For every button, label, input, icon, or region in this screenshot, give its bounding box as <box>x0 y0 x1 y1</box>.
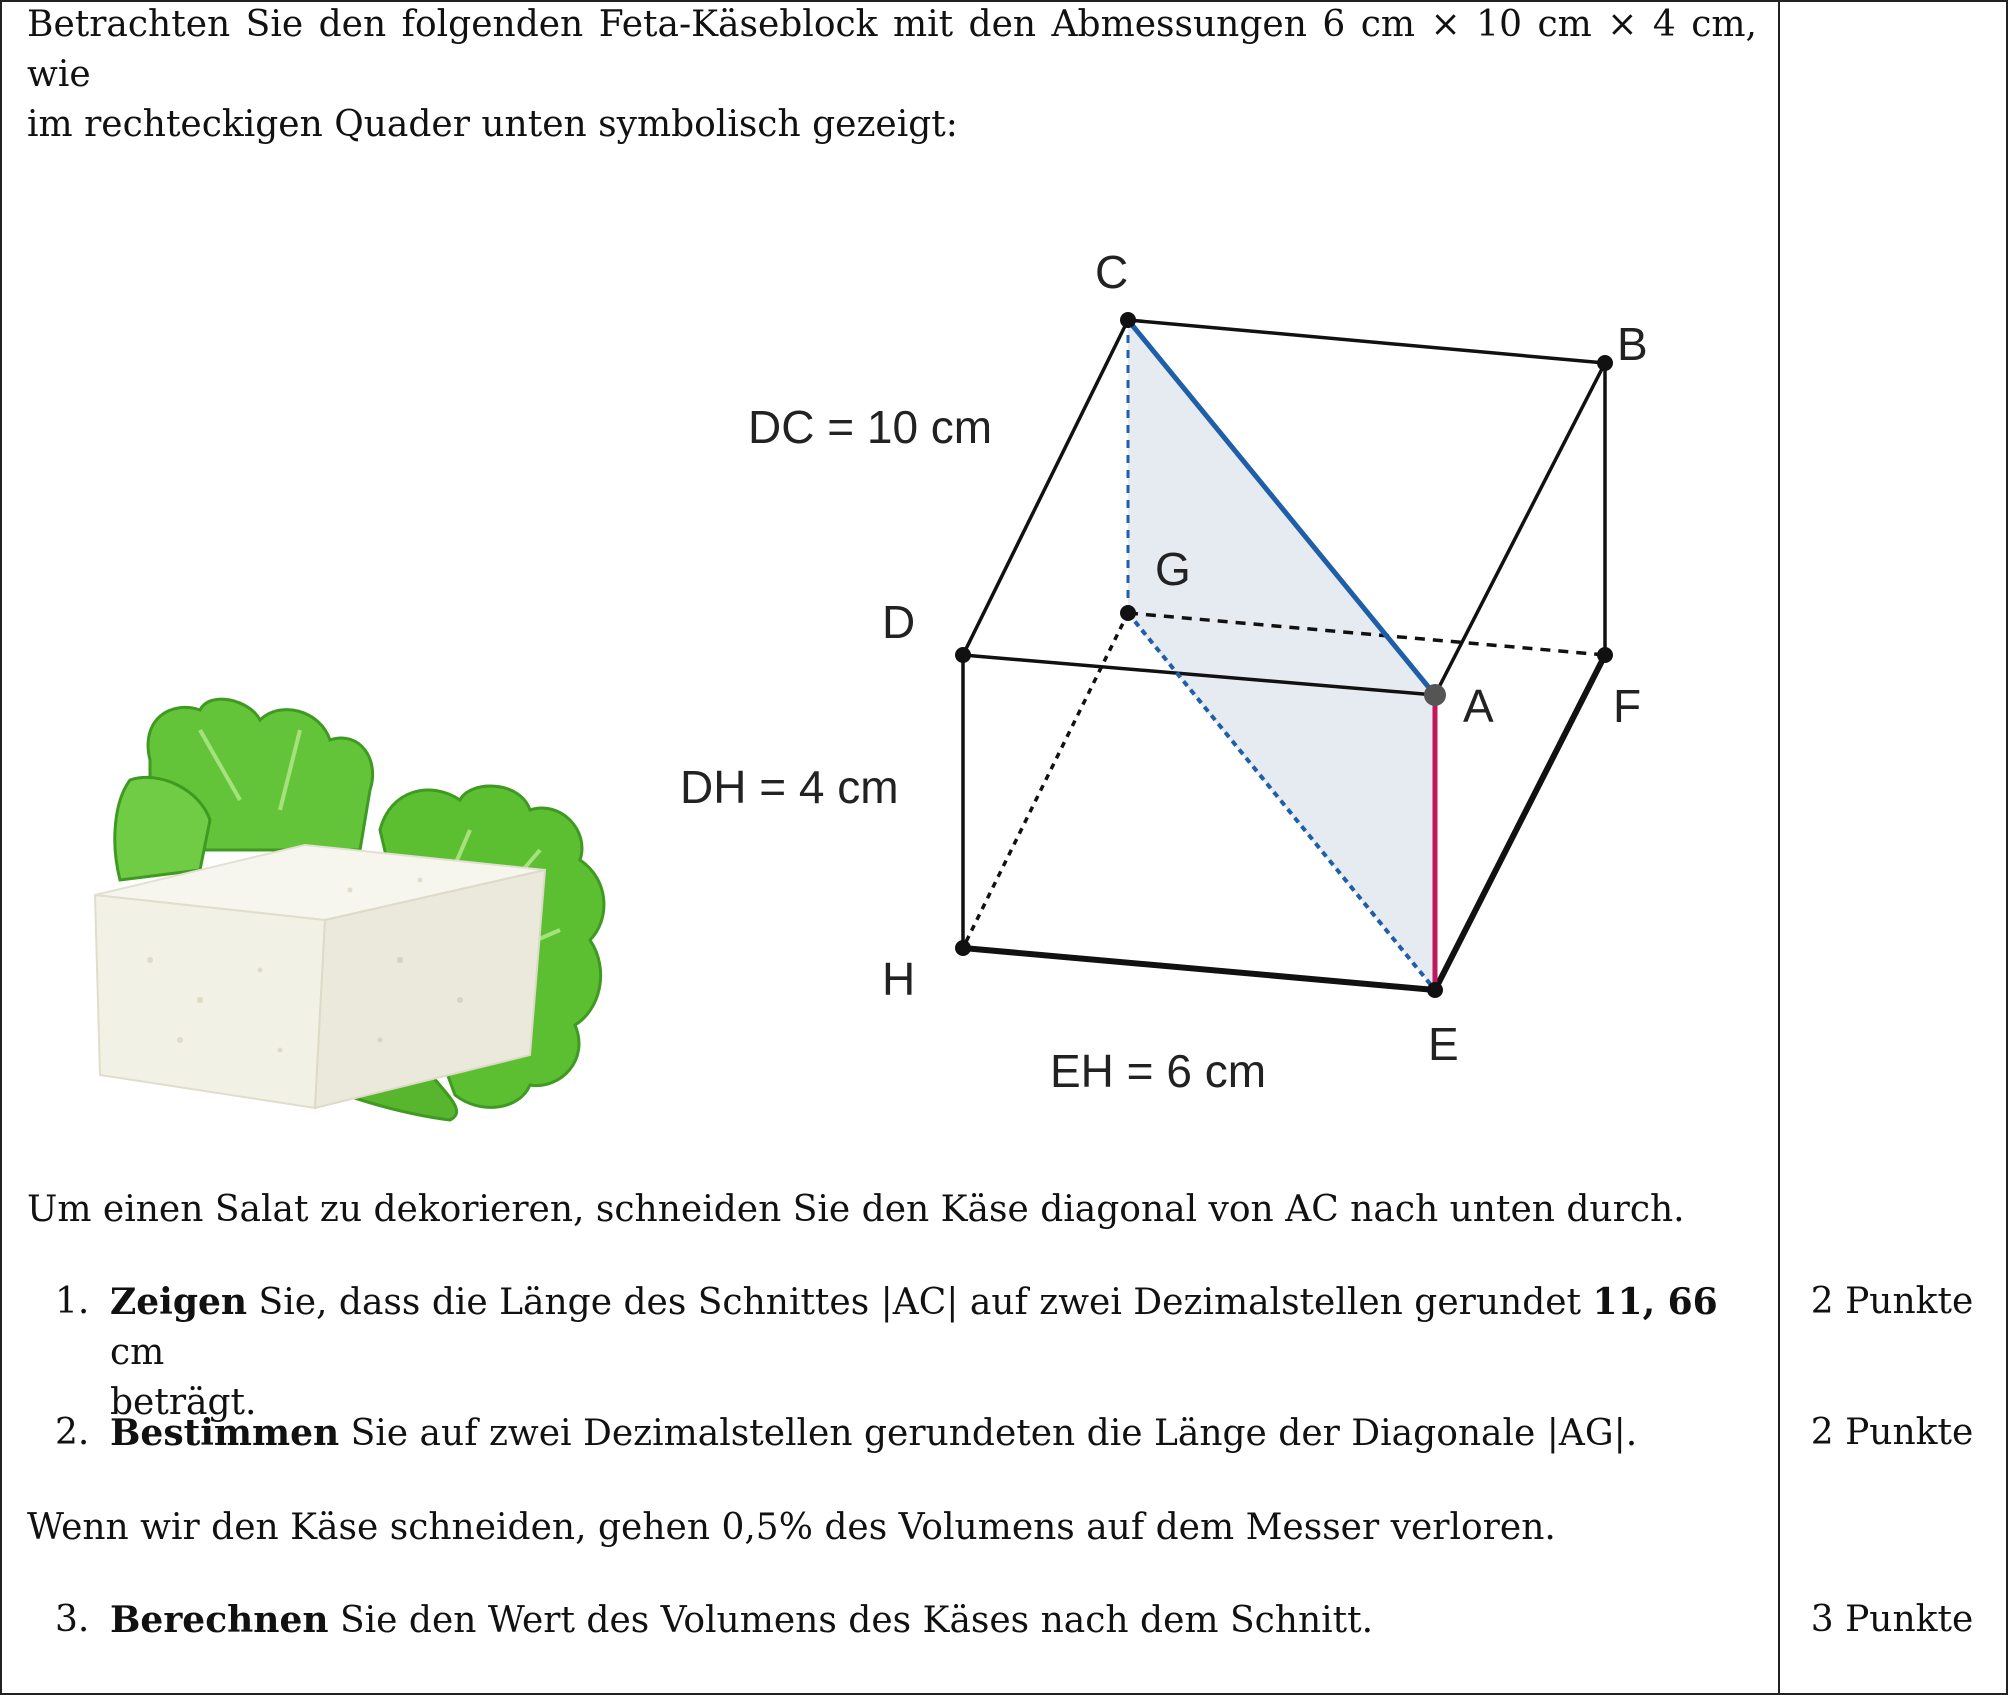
task-3-text: Berechnen Sie den Wert des Volumens des Käses nach dem Schnitt. <box>110 1599 1374 1641</box>
feta-cheese-illustration <box>95 699 604 1120</box>
task-3-points: 3 Punkte <box>1810 1599 1974 1640</box>
task-2-number: 2. <box>55 1412 90 1453</box>
intro-line-1: Betrachten Sie den folgenden Feta-Käseblock mit den Abmessungen 6 cm × 10 cm × 4 cm, wie <box>27 4 1757 95</box>
task-2-points: 2 Punkte <box>1810 1412 1974 1453</box>
label-d: D <box>882 596 916 648</box>
label-b: B <box>1617 318 1648 370</box>
cut-plane <box>1128 320 1435 990</box>
dimension-dc: DC = 10 cm <box>748 401 993 453</box>
label-c: C <box>1095 246 1129 298</box>
dimension-eh: EH = 6 cm <box>1050 1045 1267 1097</box>
task-2-text: Bestimmen Sie auf zwei Dezimalstellen gerundeten die Länge der Diagonale |AG|. <box>110 1412 1638 1454</box>
label-h: H <box>882 953 916 1005</box>
cuboid-diagram <box>680 246 1648 1097</box>
dimension-dh: DH = 4 cm <box>680 761 899 813</box>
task-3-verb: Berechnen <box>110 1599 329 1641</box>
task-1-value: 11, 66 <box>1592 1281 1718 1323</box>
task-1-verb: Zeigen <box>110 1281 248 1323</box>
knife-text: Wenn wir den Käse schneiden, gehen 0,5% des Volumens auf dem Messer verloren. <box>27 1507 1556 1548</box>
task-1-points: 2 Punkte <box>1810 1281 1974 1322</box>
label-e: E <box>1428 1018 1459 1070</box>
label-g: G <box>1155 543 1191 595</box>
task-3-number: 3. <box>55 1599 90 1640</box>
salad-text: Um einen Salat zu dekorieren, schneiden Sie den Käse diagonal von AC nach unten durch. <box>27 1189 1685 1230</box>
task-2-verb: Bestimmen <box>110 1412 340 1454</box>
task-1-number: 1. <box>55 1281 90 1322</box>
label-f: F <box>1613 680 1642 732</box>
label-a: A <box>1463 680 1494 732</box>
feta-block <box>95 845 545 1108</box>
task-1-text: Zeigen Sie, dass die Länge des Schnittes |AC| auf zwei Dezimalstellen gerundet 11, 66 cm beträgt. <box>110 1281 1718 1423</box>
intro-line-2: im rechteckigen Quader unten symbolisch gezeigt: <box>27 104 958 145</box>
